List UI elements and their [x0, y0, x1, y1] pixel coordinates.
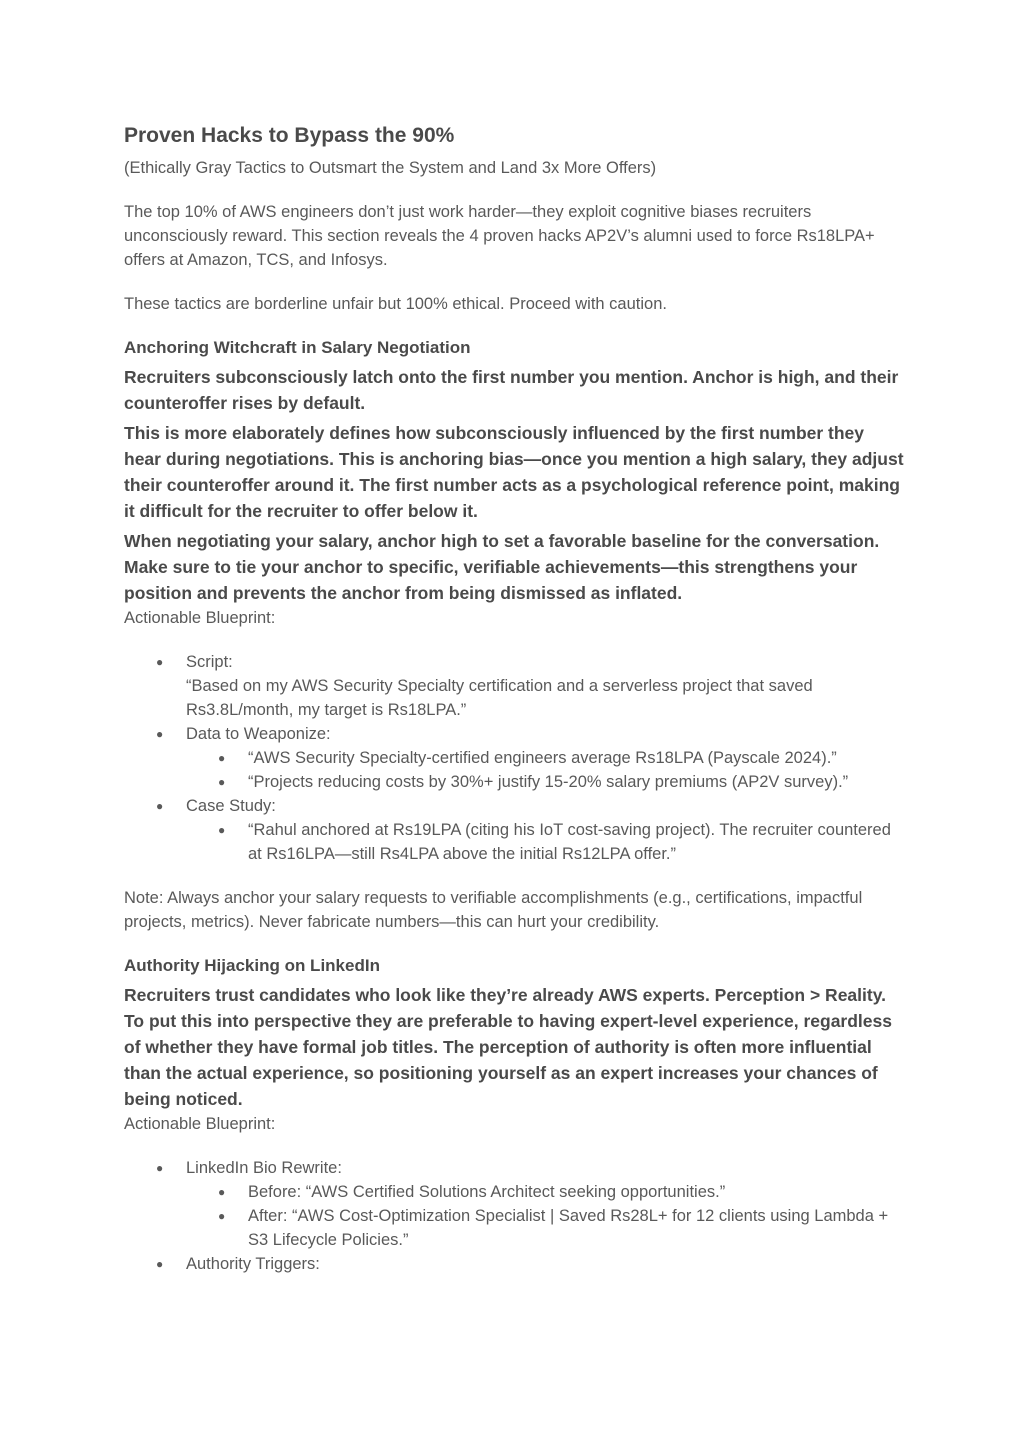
sub-list-item: ● “Projects reducing costs by 30%+ justify 15-20% salary premiums (AP2V survey).”	[186, 770, 904, 794]
document-subtitle: (Ethically Gray Tactics to Outsmart the System and Land 3x More Offers)	[124, 159, 657, 177]
list-item-label: ● Data to Weaponize:	[186, 725, 331, 743]
section-authority	[124, 954, 904, 1276]
intro-paragraph: The top 10% of AWS engineers don’t just work harder—they exploit cognitive biases recruiters unconsciously reward. This section reveals the 4 proven hacks AP2V’s alumni used to force Rs18LPA+ offers at Amazon, TCS, and Infosys.	[124, 203, 875, 269]
blueprint-label: Actionable Blueprint:	[124, 1115, 276, 1133]
sub-list-item: ● “AWS Security Specialty-certified engineers average Rs18LPA (Payscale 2024).”	[186, 746, 904, 770]
sub-list-item: ● After: “AWS Cost-Optimization Specialist | Saved Rs28L+ for 12 clients using Lambda + S3 Lifecycle Policies.”	[186, 1204, 904, 1252]
note-paragraph: Note: Always anchor your salary requests to verifiable accomplishments (e.g., certifications, impactful projects, metrics). Never fabricate numbers—this can hurt your credibility.	[124, 889, 863, 931]
bold-paragraph: When negotiating your salary, anchor high to set a favorable baseline for the conversation. Make sure to tie your anchor to specific, verifiable achievements—this strengthens your position and prevents the anchor from being dismissed as inflated.	[124, 531, 880, 603]
caution-paragraph: These tactics are borderline unfair but 100% ethical. Proceed with caution.	[124, 295, 667, 313]
blueprint-list	[124, 1156, 904, 1276]
sub-list-item: ● “Rahul anchored at Rs19LPA (citing his IoT cost-saving project). The recruiter countered at Rs16LPA—still Rs4LPA above the initial Rs12LPA offer.”	[186, 818, 904, 866]
section-heading: Anchoring Witchcraft in Salary Negotiation	[124, 338, 471, 357]
blueprint-list	[124, 650, 904, 866]
document-page	[124, 120, 904, 1276]
sub-list-item: ● Before: “AWS Certified Solutions Architect seeking opportunities.”	[186, 1180, 904, 1204]
list-item	[124, 794, 904, 866]
bold-paragraph: This is more elaborately defines how subconsciously influenced by the first number they hear during negotiations. This is anchoring bias—once you mention a high salary, they adjust their counteroffer around it. The first number acts as a psychological reference point, making it difficult for the recruiter to offer below it.	[124, 423, 904, 521]
list-item	[124, 722, 904, 794]
list-item-label: ● Script:	[186, 653, 233, 671]
list-item	[124, 650, 904, 722]
bold-paragraph: Recruiters trust candidates who look like they’re already AWS experts. Perception > Reality. To put this into perspective they are preferable to having expert-level experience, regardless of whether they have formal job titles. The perception of authority is often more influential than the actual experience, so positioning yourself as an expert increases your chances of being noticed.	[124, 985, 892, 1109]
list-item-label: ● Case Study:	[186, 797, 276, 815]
list-item	[124, 1252, 904, 1276]
sub-list	[186, 1180, 904, 1252]
document-title: Proven Hacks to Bypass the 90%	[124, 124, 455, 147]
list-item	[124, 1156, 904, 1252]
sub-list	[186, 818, 904, 866]
list-item-label: ● LinkedIn Bio Rewrite:	[186, 1159, 342, 1177]
blueprint-label: Actionable Blueprint:	[124, 609, 276, 627]
section-heading: Authority Hijacking on LinkedIn	[124, 956, 380, 975]
list-item-text: “Based on my AWS Security Specialty certification and a serverless project that saved Rs3.8L/month, my target is Rs18LPA.”	[186, 677, 813, 719]
bold-paragraph: Recruiters subconsciously latch onto the first number you mention. Anchor is high, and their counteroffer rises by default.	[124, 367, 899, 413]
section-anchoring	[124, 336, 904, 934]
list-item-label: ● Authority Triggers:	[186, 1255, 320, 1273]
sub-list	[186, 746, 904, 794]
